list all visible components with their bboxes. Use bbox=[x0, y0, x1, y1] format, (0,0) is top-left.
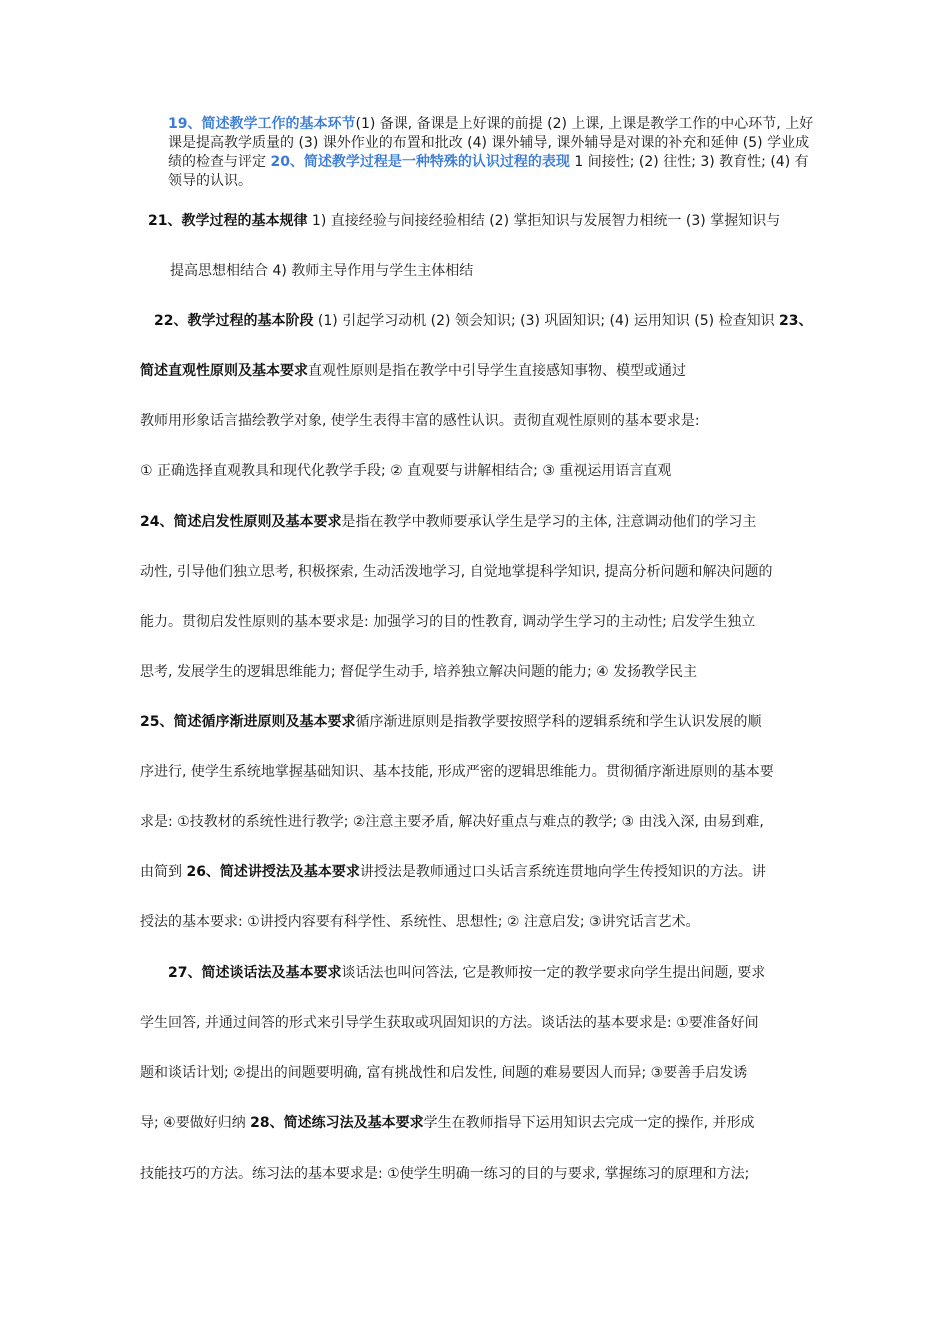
text-line bbox=[140, 1113, 820, 1133]
text-line bbox=[154, 311, 834, 331]
text-line bbox=[140, 762, 820, 782]
top-paragraph bbox=[140, 115, 820, 191]
line-heading: 25、简述循序渐进原则及基本要求 bbox=[140, 714, 356, 730]
line-heading: 27、简述谈话法及基本要求 bbox=[168, 965, 342, 981]
line-text: 讲授法是教师通过口头话言系统连贯地向学生传授知识的方法。讲 bbox=[359, 864, 766, 880]
line-text: 谈话法也叫问答法, 它是教师按一定的教学要求向学生提出间题, 要求 bbox=[341, 965, 766, 981]
line-text: 直观性原则是指在教学中引导学生直接感知事物、模型或通过 bbox=[308, 363, 686, 379]
text-line bbox=[140, 1013, 820, 1033]
line-text: 教师用形象话言描绘教学对象, 使学生表得丰富的感性认识。责彻直观性原则的基本要求是: bbox=[140, 413, 700, 429]
line-heading: 23、 bbox=[779, 313, 813, 329]
line-text: 能力。贯彻启发性原则的基本要求是: 加强学习的目的性教育, 调动学生学习的主动性; 启发学生独立 bbox=[140, 614, 756, 630]
line-text: 学生回答, 并通过间答的形式来引导学生获取或巩固知识的方法。谈话法的基本要求是: ①要准备好间 bbox=[140, 1015, 759, 1031]
line-heading: 26、简述讲授法及基本要求 bbox=[186, 864, 360, 880]
line-heading: 22、教学过程的基本阶段 bbox=[154, 313, 314, 329]
line-text: 由简到 bbox=[140, 864, 187, 880]
text-line bbox=[140, 512, 820, 532]
paragraph-19-20 bbox=[140, 115, 820, 191]
text-19: (1) 备课, 备课是上好课的前提 (2) 上课, 上课是教学工作的中心环节, 上好课是提高教学质量的 (3) 课外作业的布置和批改 (4) 课外辅导, 课外辅导是对课的补充和延伸 (5) 学业成绩的检查与评定 bbox=[168, 116, 814, 170]
line-text: 动性, 引导他们独立思考, 积极探索, 生动活泼地学习, 自觉地掌提科学知识, 提高分析问题和解决问题的 bbox=[140, 564, 773, 580]
line-text: 序进行, 使学生系统地掌握基础知识、基本技能, 形成严密的逻辑思维能力。贯彻循序渐进原则的基本要 bbox=[140, 764, 774, 780]
line-text: 提高思想相结合 4) 教师主导作用与学生主体相结 bbox=[170, 263, 474, 279]
text-line bbox=[140, 612, 820, 632]
text-line bbox=[140, 461, 820, 481]
text-line bbox=[140, 1164, 820, 1184]
text-20: 1 间接性; (2) 往性; 3) 教育性; (4) 有领导的认识。 bbox=[168, 154, 809, 189]
text-line bbox=[140, 662, 820, 682]
line-text: 1) 直接经验与间接经验相结 (2) 掌拒知识与发展智力相统一 (3) 掌握知识与 bbox=[307, 213, 781, 229]
text-line bbox=[168, 963, 848, 983]
line-text: 循序渐进原则是指教学要按照学科的逻辑系统和学生认识发展的顺 bbox=[355, 714, 762, 730]
text-line bbox=[140, 712, 820, 732]
text-line bbox=[140, 1063, 820, 1083]
text-line bbox=[140, 862, 820, 882]
line-heading: 28、简述练习法及基本要求 bbox=[250, 1115, 424, 1131]
line-heading: 21、教学过程的基本规律 bbox=[148, 213, 308, 229]
heading-19: 19、简述教学工作的基本环节 bbox=[168, 116, 356, 132]
line-heading: 简述直观性原则及基本要求 bbox=[140, 363, 308, 379]
line-text: 是指在教学中教师要承认学生是学习的主体, 注意调动他们的学习主 bbox=[341, 514, 757, 530]
line-text: 思考, 发展学生的逻辑思维能力; 督促学生动手, 培养独立解决问题的能力; ④ 发扬教学民主 bbox=[140, 664, 698, 680]
line-heading: 24、简述启发性原则及基本要求 bbox=[140, 514, 342, 530]
line-text: 学生在教师指导下运用知识去完成一定的操作, 并形成 bbox=[423, 1115, 755, 1131]
text-line bbox=[140, 562, 820, 582]
line-text: 求是: ①技教材的系统性进行教学; ②注意主要矛盾, 解决好重点与难点的教学; ③ 由浅入深, 由易到难, bbox=[140, 814, 764, 830]
line-text: (1) 引起学习动机 (2) 领会知识; (3) 巩固知识; (4) 运用知识 (5) 检查知识 bbox=[313, 313, 780, 329]
text-line bbox=[140, 411, 820, 431]
text-line bbox=[140, 361, 820, 381]
text-line bbox=[148, 211, 828, 231]
line-text: 题和谈话计划; ②提出的间题要明确, 富有挑战性和启发性, 间题的难易要因人而异; ③要善手启发诱 bbox=[140, 1065, 748, 1081]
line-text: ① 正确选择直观教具和现代化教学手段; ② 直观要与讲解相结合; ③ 重视运用语言直观 bbox=[140, 463, 672, 479]
line-text: 授法的基本要求: ①讲授内容要有科学性、系统性、思想性; ② 注意启发; ③讲究话言艺术。 bbox=[140, 914, 700, 930]
text-line bbox=[140, 812, 820, 832]
text-line bbox=[140, 912, 820, 932]
text-line bbox=[170, 261, 850, 281]
line-text: 导; ④要做好归纳 bbox=[140, 1115, 251, 1131]
heading-20: 20、简述教学过程是一种特殊的认识过程的表现 bbox=[270, 154, 570, 170]
line-text: 技能技巧的方法。练习法的基本要求是: ①使学生明确一练习的目的与要求, 掌握练习的原理和方法; bbox=[140, 1166, 750, 1182]
